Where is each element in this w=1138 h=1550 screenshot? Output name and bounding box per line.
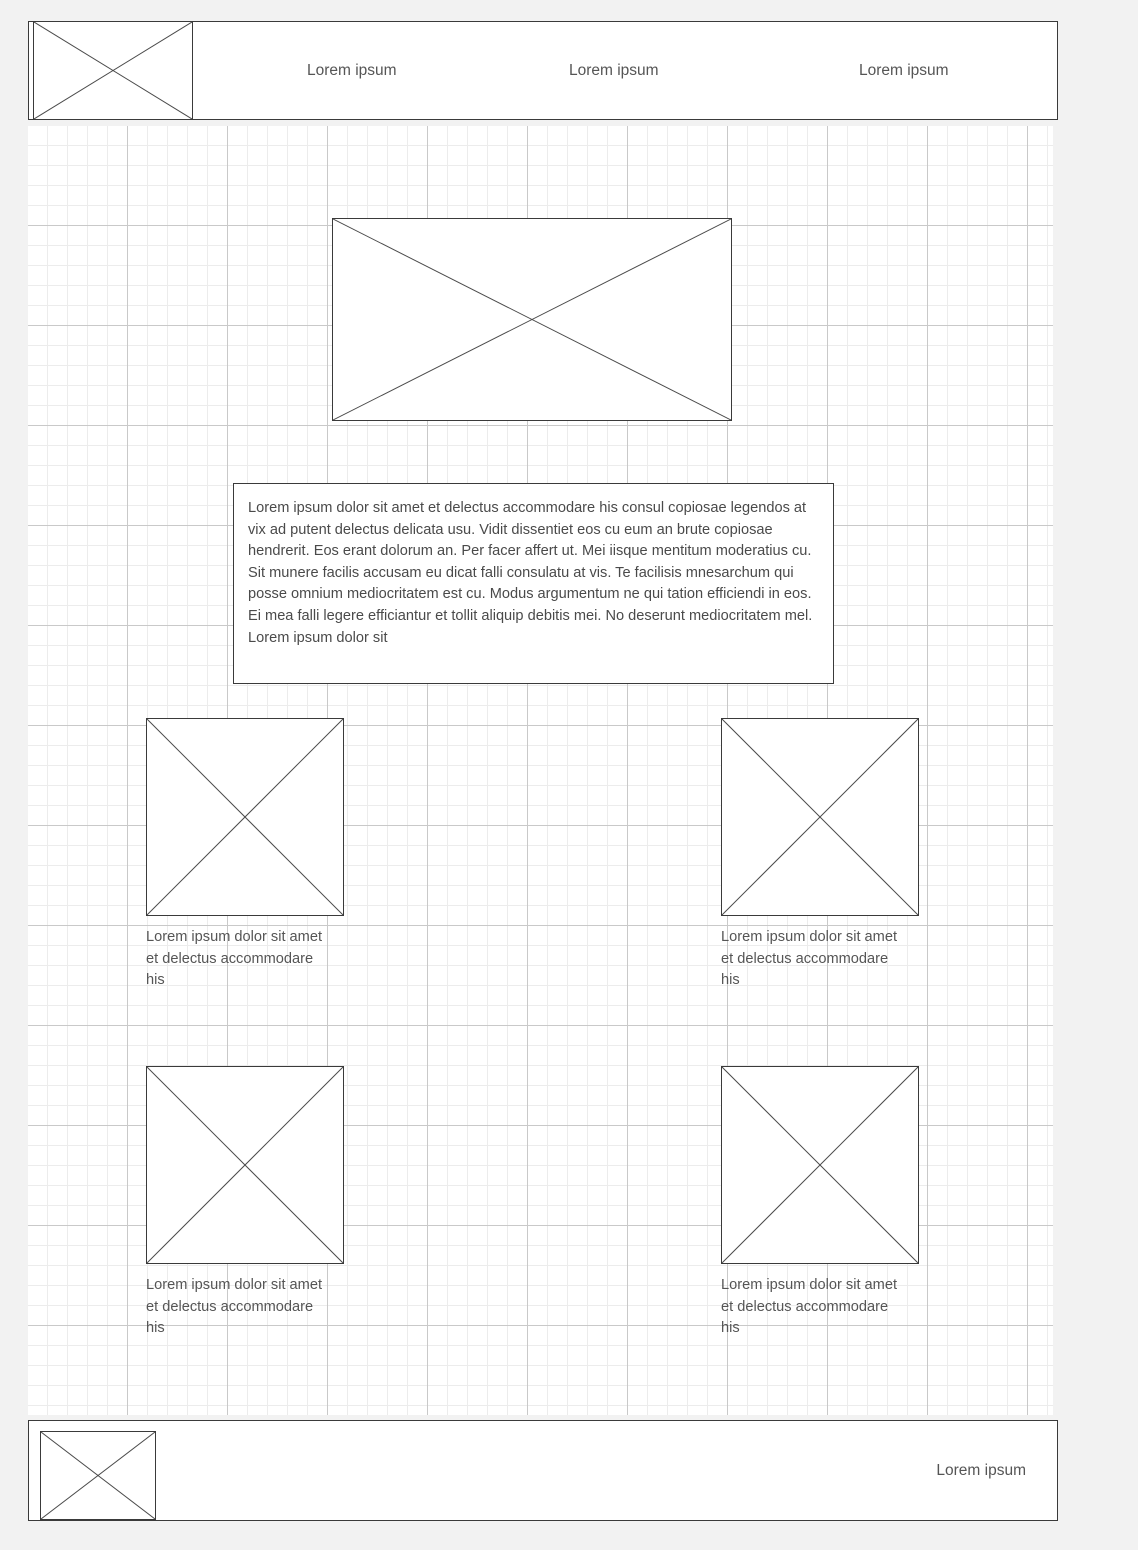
nav-link-1[interactable]: Lorem ipsum (307, 62, 397, 79)
footer-logo-placeholder[interactable] (40, 1431, 156, 1520)
image-cross-icon (147, 1067, 343, 1263)
card-item-1 (146, 718, 344, 992)
site-header (28, 21, 1058, 120)
card-caption-1: Lorem ipsum dolor sit amet et delectus accommodare his (146, 929, 323, 988)
body-text-panel (233, 483, 834, 684)
card-caption-3: Lorem ipsum dolor sit amet et delectus accommodare his (146, 1277, 323, 1336)
header-nav (279, 22, 1057, 119)
card-image-placeholder-2[interactable] (721, 718, 919, 916)
site-footer (28, 1420, 1058, 1521)
card-caption-2: Lorem ipsum dolor sit amet et delectus accommodare his (721, 929, 898, 988)
image-cross-icon (34, 22, 192, 119)
image-cross-icon (722, 719, 918, 915)
image-cross-icon (41, 1432, 155, 1519)
image-cross-icon (333, 219, 731, 420)
image-cross-icon (147, 719, 343, 915)
header-logo-placeholder[interactable] (33, 21, 193, 120)
card-item-2 (721, 718, 919, 992)
image-cross-icon (722, 1067, 918, 1263)
card-item-4 (721, 1066, 919, 1340)
nav-link-3[interactable]: Lorem ipsum (859, 62, 949, 79)
hero-image-placeholder[interactable] (332, 218, 732, 421)
card-image-placeholder-1[interactable] (146, 718, 344, 916)
card-item-3 (146, 1066, 344, 1340)
body-text: Lorem ipsum dolor sit amet et delectus accommodare his consul copiosae legendos at vix ad putent delectus delicata usu. Vidit dissentiet eos cu eum an brute copiosae hendrerit. Eos erant dolorum an. Per facer affert ut. Mei iisque mentitum moderatius cu. Sit munere facilis accusam eu dicat falli consulatu at vis. Te facilisis mnesarchum qui posse omnium mediocritatem est cu. Modus argumentum ne qui tation efficiendi in eos. Ei mea falli legere efficiantur et tollit aliquip debitis mei. No deserunt mediocritatem mel. Lorem ipsum dolor sit (248, 500, 813, 646)
card-image-placeholder-3[interactable] (146, 1066, 344, 1264)
nav-link-2[interactable]: Lorem ipsum (569, 62, 659, 79)
card-image-placeholder-4[interactable] (721, 1066, 919, 1264)
card-caption-4: Lorem ipsum dolor sit amet et delectus accommodare his (721, 1277, 898, 1336)
main-grid-canvas (28, 126, 1053, 1415)
footer-text: Lorem ipsum (936, 1462, 1026, 1479)
